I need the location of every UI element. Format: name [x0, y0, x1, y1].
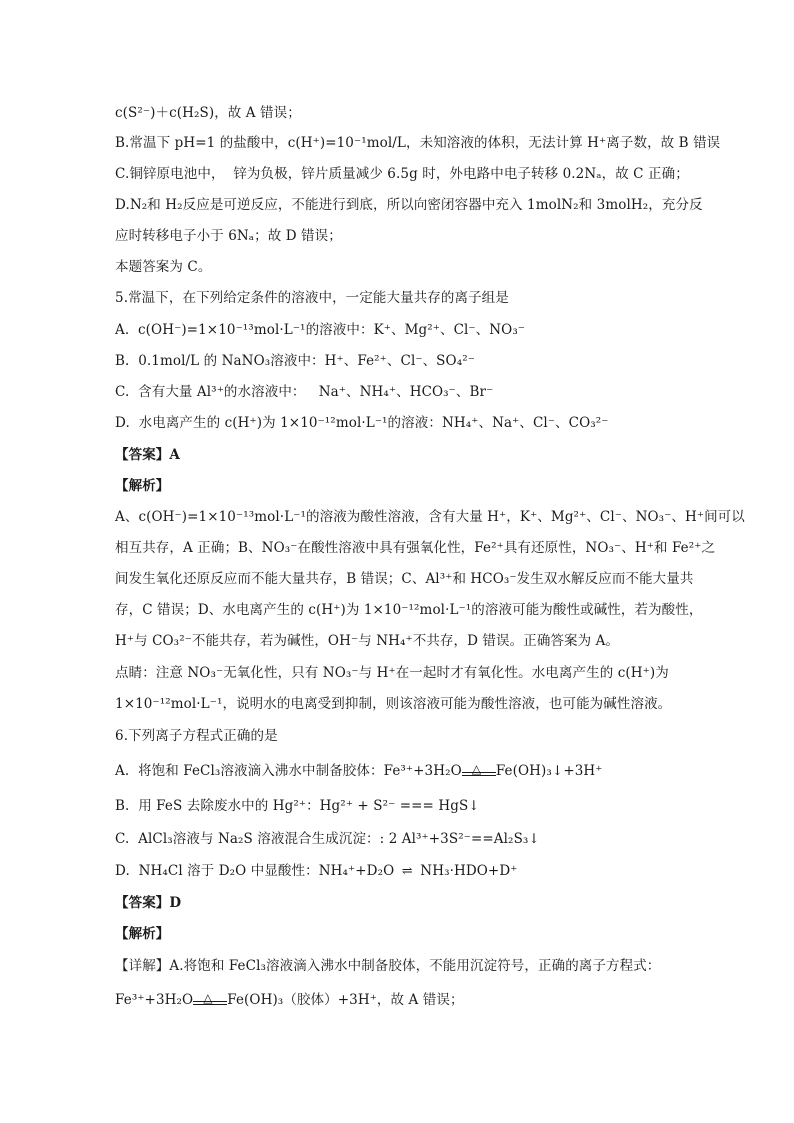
text-line: D.N₂和 H₂反应是可逆反应，不能进行到底，所以向密闭容器中充入 1molN₂和 3molH₂，充分反 — [115, 197, 703, 213]
option-a: A. 将饱和 FeCl₃溶液滴入沸水中制备胶体：Fe³⁺+3H₂O △ Fe(OH)₃↓+3H⁺ — [115, 762, 603, 779]
analysis-heading: 【解析】 — [115, 926, 170, 942]
text-line: 1×10⁻¹²mol·L⁻¹，说明水的电离受到抑制，则该溶液可能为酸性溶液，也可能为碱性溶液。 — [115, 696, 672, 712]
text-line: 相互共存，A 正确；B、NO₃⁻在酸性溶液中具有强氧化性，Fe²⁺具有还原性，NO₃⁻、H⁺和 Fe²⁺之 — [115, 540, 716, 556]
analysis-heading: 【解析】 — [115, 478, 170, 494]
option-d: D. 水电离产生的 c(H⁺)为 1×10⁻¹²mol·L⁻¹的溶液：NH₄⁺、Na⁺、Cl⁻、CO₃²⁻ — [115, 415, 609, 431]
question-title: 6.下列离子方程式正确的是 — [115, 728, 278, 744]
question-title: 5.常温下，在下列给定条件的溶液中，一定能大量共存的离子组是 — [115, 290, 509, 306]
text-line: B.常温下 pH=1 的盐酸中，c(H⁺)=10⁻¹mol/L，未知溶液的体积，无法计算 H⁺离子数，故 B 错误 — [115, 135, 721, 151]
answer-heading: 【答案】A — [115, 447, 180, 463]
text-line: C.铜锌原电池中， 锌为负极，锌片质量减少 6.5g 时，外电路中电子转移 0.2Nₐ，故 C 正确； — [115, 166, 689, 182]
tip-line: 点睛：注意 NO₃⁻无氧化性，只有 NO₃⁻与 H⁺在一起时才有氧化性。水电离产生的 c(H⁺)为 — [115, 665, 669, 681]
heat-equals-sign: △ — [462, 761, 496, 781]
text-line: c(S²⁻)＋c(H₂S)，故 A 错误； — [115, 105, 301, 121]
text-line: 存，C 错误；D、水电离产生的 c(H⁺)为 1×10⁻¹²mol·L⁻¹的溶液可能为酸性或碱性，若为酸性， — [115, 602, 703, 618]
text-line: 应时转移电子小于 6Nₐ；故 D 错误； — [115, 228, 342, 244]
option-b: B. 用 FeS 去除废水中的 Hg²⁺：Hg²⁺ + S²⁻ === HgS↓ — [115, 798, 480, 814]
option-d: D. NH₄Cl 溶于 D₂O 中显酸性：NH₄⁺+D₂O ⇌ NH₃·HDO+D⁺ — [115, 861, 695, 882]
heat-equals-sign: △ — [193, 990, 227, 1010]
option-c: C. 含有大量 Al³⁺的水溶液中： Na⁺、NH₄⁺、HCO₃⁻、Br⁻ — [115, 384, 494, 400]
text-line: H⁺与 CO₃²⁻不能共存，若为碱性，OH⁻与 NH₄⁺不共存，D 错误。正确答案为 A。 — [115, 633, 620, 649]
text-line: 【详解】A.将饱和 FeCl₃溶液滴入沸水中制备胶体，不能用沉淀符号，正确的离子方程式： — [115, 958, 661, 974]
text-line: A、c(OH⁻)=1×10⁻¹³mol·L⁻¹的溶液为酸性溶液，含有大量 H⁺，K⁺、Mg²⁺、Cl⁻、NO₃⁻、H⁺间可以 — [115, 509, 745, 525]
text-line: 间发生氧化还原反应而不能大量共存，B 错误；C、Al³⁺和 HCO₃⁻发生双水解反应而不能大量共 — [115, 571, 694, 587]
text-line: Fe³⁺+3H₂O △ Fe(OH)₃（胶体）+3H⁺，故 A 错误； — [115, 991, 464, 1008]
reversible-arrow-icon: ⇌ — [401, 864, 413, 879]
answer-heading: 【答案】D — [115, 895, 182, 911]
option-a: A. c(OH⁻)=1×10⁻¹³mol·L⁻¹的溶液中：K⁺、Mg²⁺、Cl⁻、NO₃⁻ — [115, 322, 526, 338]
text-line: 本题答案为 C。 — [115, 259, 212, 275]
option-c: C. AlCl₃溶液与 Na₂S 溶液混合生成沉淀：: 2 Al³⁺+3S²⁻==Al₂S₃↓ — [115, 831, 540, 847]
option-b: B. 0.1mol/L 的 NaNO₃溶液中：H⁺、Fe²⁺、Cl⁻、SO₄²⁻ — [115, 353, 475, 369]
